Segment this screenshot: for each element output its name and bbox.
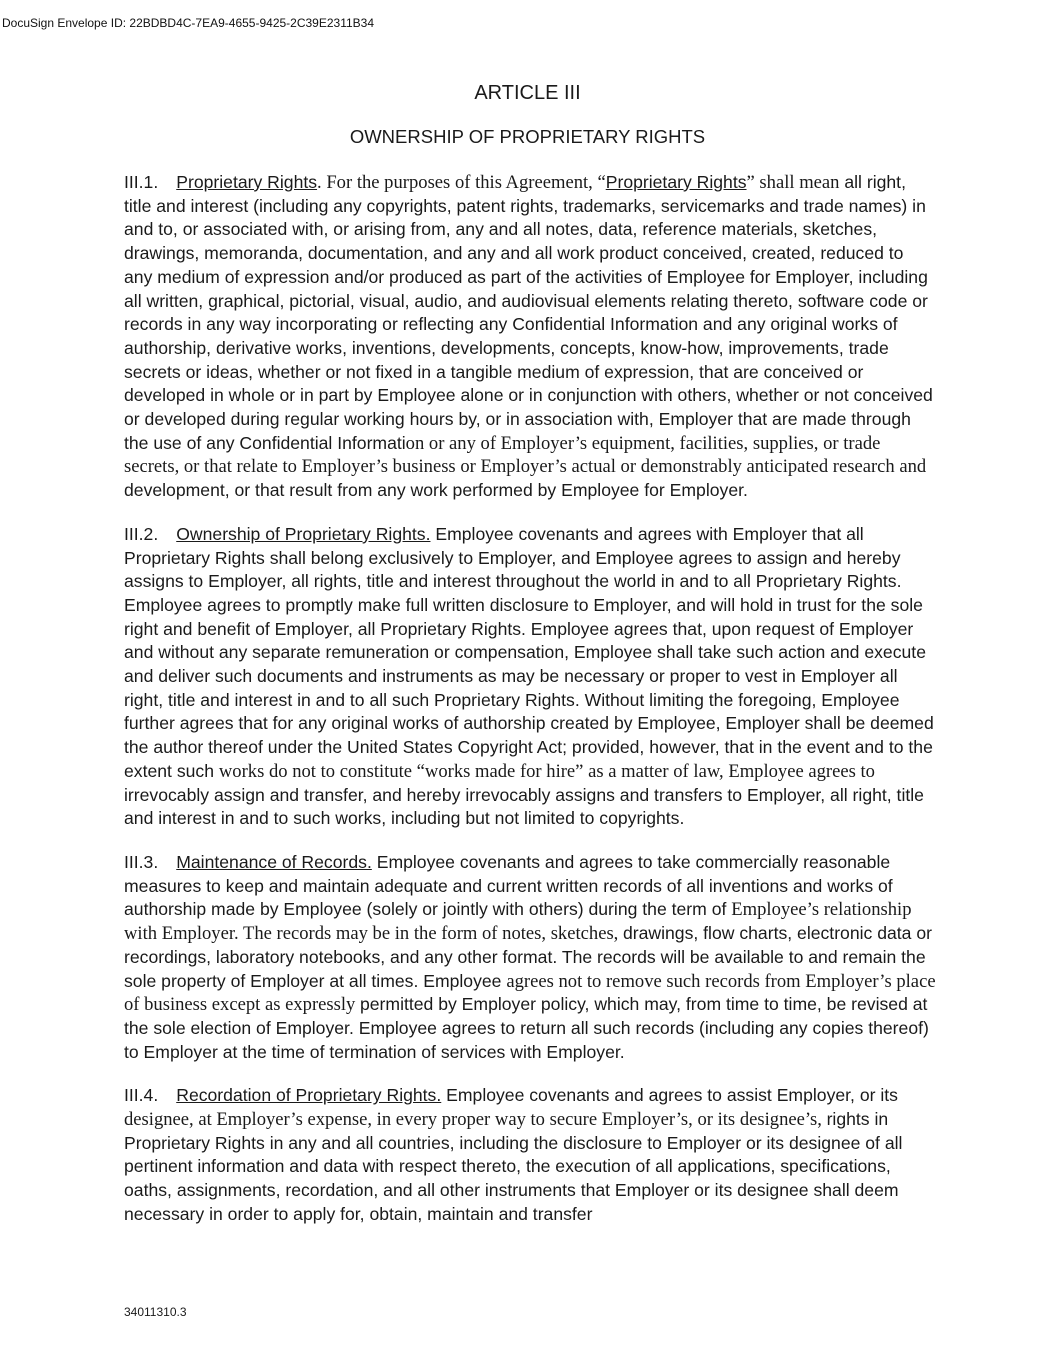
section-iii-2 xyxy=(124,523,936,831)
section-text: ” shall mean xyxy=(746,172,840,193)
section-iii-4 xyxy=(124,1084,936,1226)
section-number: III.1. xyxy=(124,172,159,192)
document-id: 34011310.3 xyxy=(124,1305,187,1319)
section-text: on or any of Employer’s equipment, facilities, supplies, or trade secrets, or that relate to Employer’s business or Employer’s actual or demonstrably anticipated research and xyxy=(124,432,927,478)
section-text: Employee covenants and agrees with Employer that all Proprietary Rights shall belong exclusively to Employer, and Employee agrees to assign and hereby assigns to Employer, all rights, title and interest throughout the world in and to all Proprietary Rights. Employee agrees to promptly make full written disclosure to Employer, and will hold in trust for the sole right and benefit of Employer, all Proprietary Rights. Employee agrees that, upon request of Employer and without any separate remuneration or compensation, Employee shall take such action and execute and deliver such documents and instruments as may be necessary or proper to vest in Employer all right, title and interest in and to all such Proprietary Rights. Without limiting the foregoing, Employee further agrees that for any original works of authorship created by Employee, Employer shall be deemed the author thereof under the United States Copyright Act; provided, however, that in the event and to the extent such xyxy=(124,523,934,781)
section-iii-1 xyxy=(124,171,936,503)
section-text: all right, title and interest (including any copyrights, patent rights, trademarks, servicemarks and trade names) in and to, or associated with, or arising from, any and all notes, data, reference materials, sketches, drawings, memoranda, documentation, and any and all work product conceived, created, reduced to any medium of expression and/or produced as part of the activities of Employee for Employer, including all written, graphical, pictorial, visual, audio, and audiovisual elements relating thereto, software code or records in any way incorporating or reflecting any Confidential Information and any original works of authorship, derivative works, inventions, developments, concepts, know-how, improvements, trade secrets or ideas, whether or not fixed in a tangible medium of expression, that are conceived or developed in whole or in part by Employee alone or in conjunction with others, whether or not conceived or developed during regular working hours by, or in association with, Employer that are made through the use of any Confidential Informati xyxy=(124,172,933,453)
section-text: . For the purposes of this Agreement, “ xyxy=(317,172,606,193)
article-subtitle: OWNERSHIP OF PROPRIETARY RIGHTS xyxy=(349,126,706,147)
section-text: Employee covenants and agrees to assist Employer, or its xyxy=(441,1085,898,1106)
section-text: Employee’s relationship with Employer. The records may be in the form of notes, sketches, xyxy=(124,899,912,945)
defined-term: Proprietary Rights xyxy=(605,172,747,192)
section-heading: Recordation of Proprietary Rights. xyxy=(176,1085,442,1106)
section-heading: Maintenance of Records. xyxy=(176,851,372,872)
section-text: irrevocably assign and transfer, and hereby irrevocably assigns and transfers to Employer, all right, title and interest in and to such works, including but not limited to copyrights. xyxy=(124,784,924,829)
article-title: ARTICLE III xyxy=(474,82,581,104)
section-text: works do not to constitute “works made for hire” as a matter of law, Employee agrees to xyxy=(218,760,875,782)
section-text: development, or that result from any work performed by Employee for Employer. xyxy=(124,480,748,501)
section-text: rights in Proprietary Rights in any and all countries, including the disclosure to Employer or its designee of all pertinent information and data with respect thereto, the execution of all applications, specifications, oaths, assignments, recordation, and all other instruments that Employer or its designee shall deem necessary in order to apply for, obtain, maintain and transfer xyxy=(124,1109,903,1224)
section-number: III.2. xyxy=(124,523,159,544)
section-text: Employee covenants and agrees to take commercially reasonable measures to keep and maintain adequate and current written records of all inventions and works of authorship made by Employee (solely or jointly with others) during the term of xyxy=(124,851,893,920)
section-text: designee, at Employer’s expense, in every proper way to secure Employer’s, or its designee’s, xyxy=(124,1109,827,1131)
section-iii-3 xyxy=(124,851,936,1064)
section-number: III.4. xyxy=(124,1085,159,1106)
document-body xyxy=(124,171,936,1247)
section-number: III.3. xyxy=(124,851,159,872)
section-text: permitted by Employer policy, which may, from time to time, be revised at the sole election of Employer. Employee agrees to return all such records (including any copies thereof) to Employer at the time of termination of services with Employer. xyxy=(124,994,929,1062)
section-heading: Proprietary Rights xyxy=(176,172,318,192)
section-text: drawings, flow charts, electronic data or recordings, laboratory notebooks, and any other format. The records will be available to and remain the sole property of Employer at all times. Employee xyxy=(124,923,932,991)
section-heading: Ownership of Proprietary Rights. xyxy=(176,523,431,544)
section-text: agrees not to remove such records from Employer’s place of business except as expressly xyxy=(124,970,936,1016)
docusign-envelope-id: DocuSign Envelope ID: 22BDBD4C-7EA9-4655-9425-2C39E2311B34 xyxy=(2,16,375,30)
